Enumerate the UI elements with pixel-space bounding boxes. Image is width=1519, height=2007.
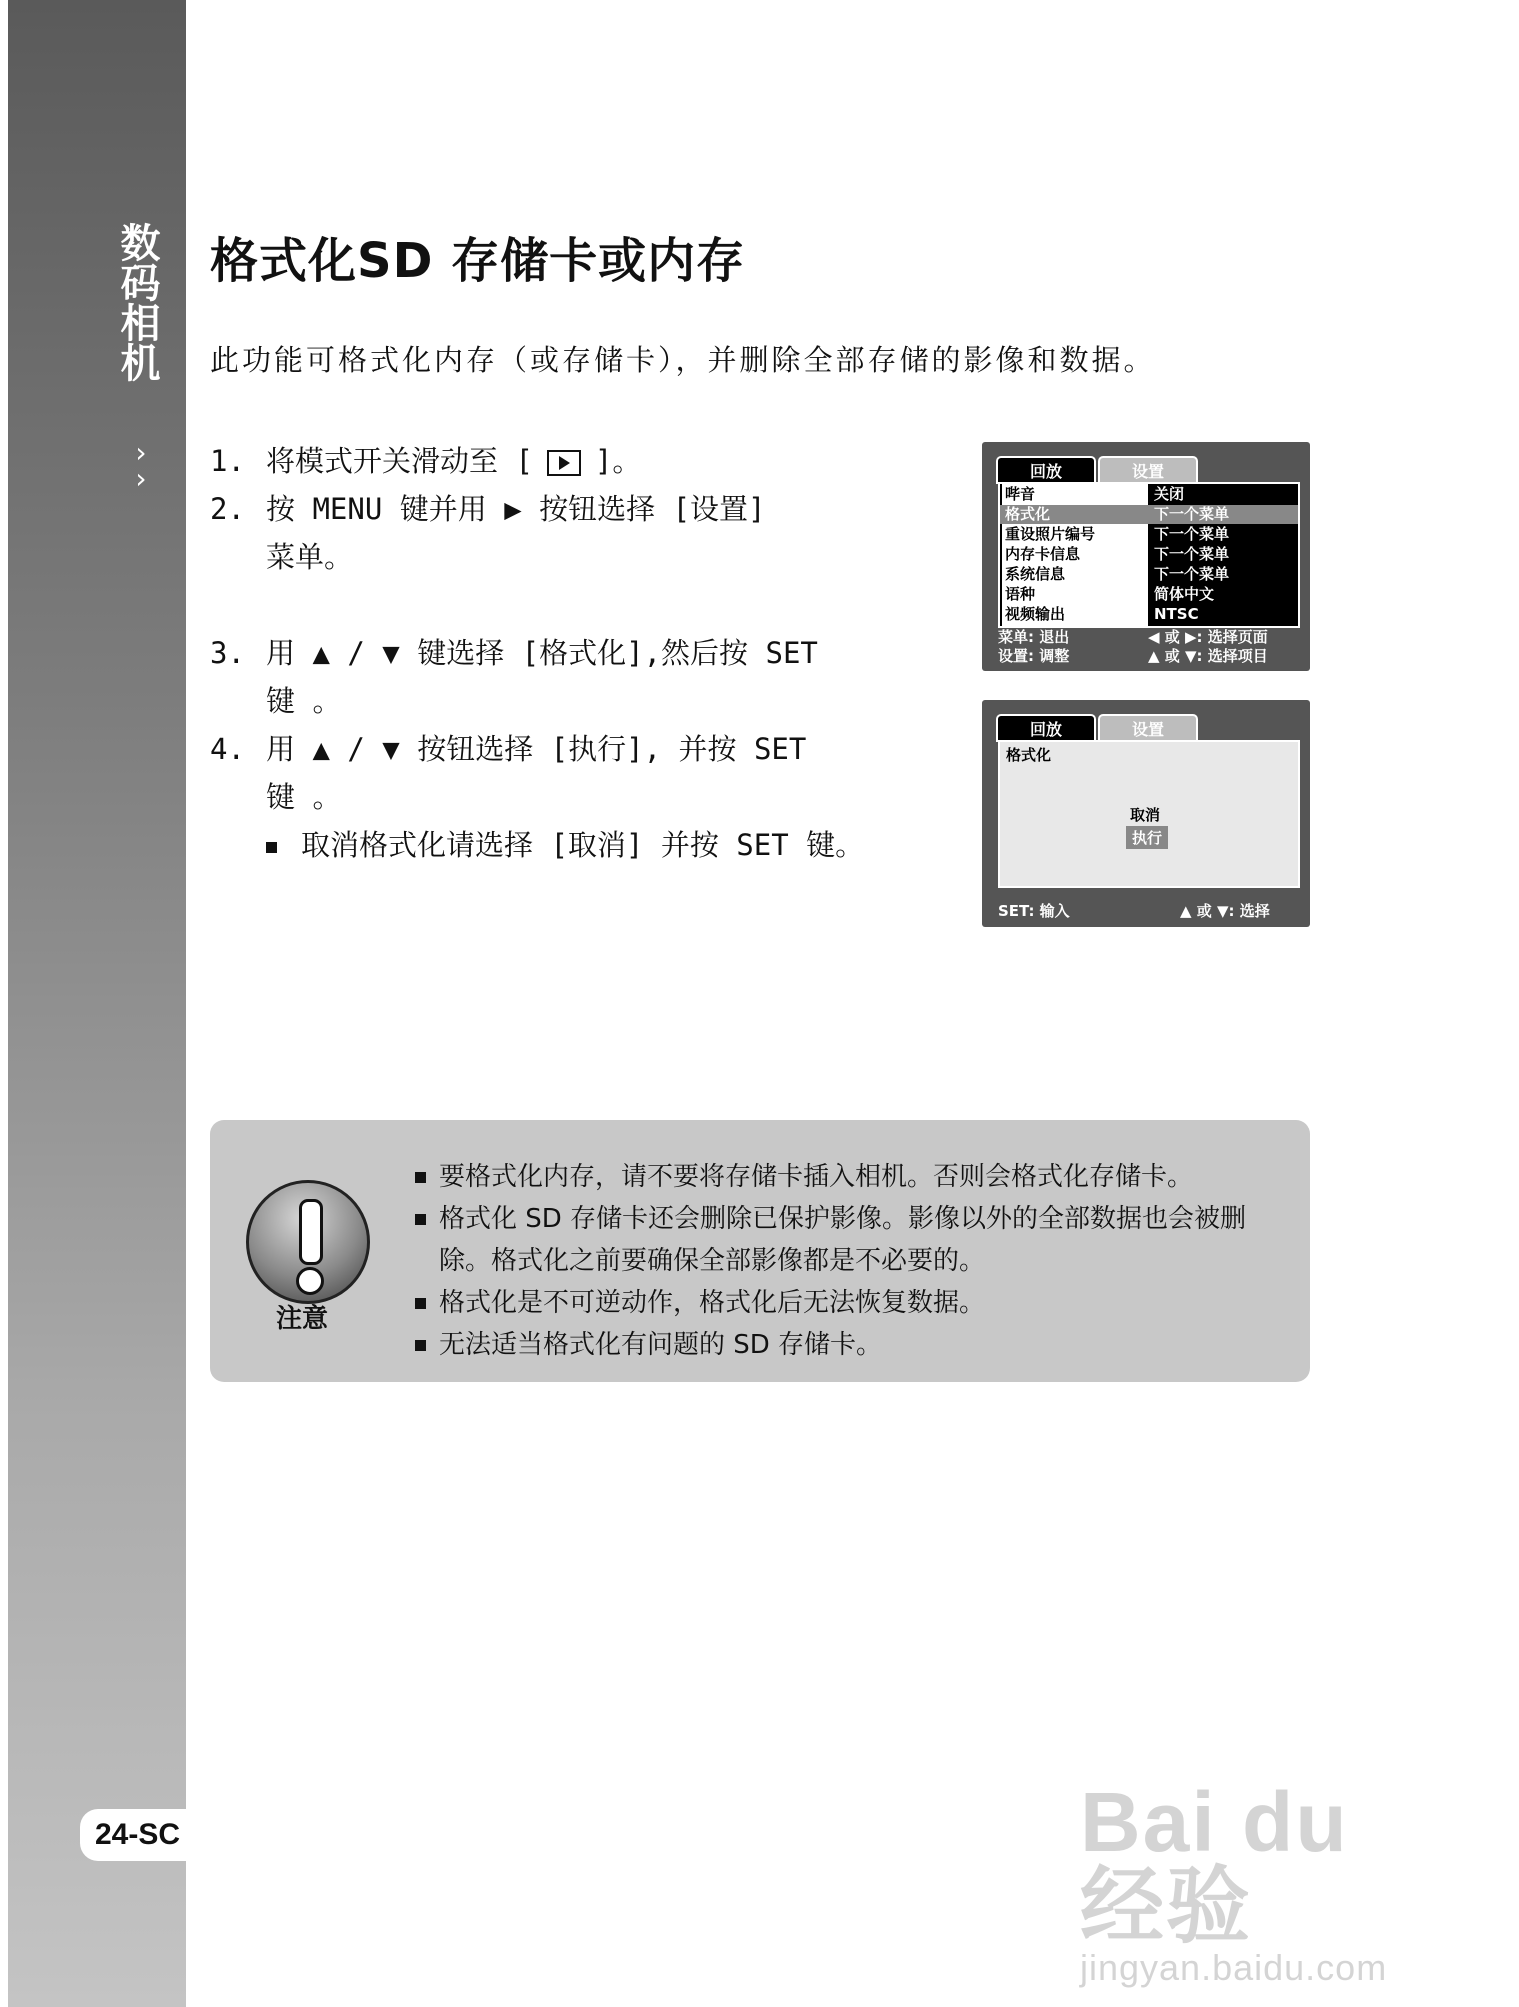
note-item (415, 1324, 1285, 1366)
menu-label: 视频输出 (1005, 605, 1066, 623)
menu-value: 下一个菜单 (1154, 505, 1230, 523)
step-2 (210, 485, 870, 581)
footer-hint: ◀ 或 ▶: 选择页面 (1148, 628, 1268, 646)
step-number: 1. (210, 444, 245, 478)
page-number: 24-SC (80, 1809, 195, 1861)
note-item (415, 1156, 1285, 1198)
menu-row (1000, 485, 1298, 504)
menu-value: 下一个菜单 (1154, 545, 1230, 563)
menu-label: 内存卡信息 (1005, 545, 1081, 563)
step-text-cont: 菜单。 (266, 540, 354, 574)
note-text: 格式化是不可逆动作，格式化后无法恢复数据。 (439, 1288, 986, 1318)
step-text-cont: 键 。 (266, 684, 342, 718)
step-text-cont: 键 。 (266, 780, 342, 814)
menu-row (1000, 545, 1298, 564)
tab-setup: 设置 (1098, 456, 1198, 484)
menu-row (1000, 565, 1298, 584)
menu-value: NTSC (1154, 605, 1199, 623)
step-1 (210, 437, 870, 485)
warning-icon (246, 1180, 370, 1304)
menu-value: 下一个菜单 (1154, 565, 1230, 583)
step-3 (210, 629, 870, 725)
footer-hint: SET: 输入 (998, 902, 1070, 920)
menu-label: 语种 (1005, 585, 1036, 603)
note-item (415, 1282, 1285, 1324)
menu-row (1000, 525, 1298, 544)
camera-format-dialog-screen (982, 700, 1310, 927)
menu-value: 简体中文 (1154, 585, 1215, 603)
footer-hint: ▲ 或 ▼: 选择项目 (1148, 647, 1268, 665)
note-text: 要格式化内存，请不要将存储卡插入相机。否则会格式化存储卡。 (439, 1162, 1194, 1192)
footer-hint: 设置: 调整 (998, 647, 1070, 665)
step-4 (210, 725, 870, 821)
bullet-icon (415, 1340, 426, 1351)
bullet-icon (415, 1298, 426, 1309)
note-label: 注意 (276, 1304, 329, 1334)
watermark-url: jingyan.baidu.com (1080, 1947, 1388, 1988)
step-number: 3. (210, 636, 245, 670)
playback-icon (547, 450, 581, 476)
step-text: 将模式开关滑动至 [ (266, 444, 533, 478)
option-execute-selected: 执行 (1126, 826, 1168, 849)
footer-hint: ▲ 或 ▼: 选择 (1180, 902, 1270, 920)
step-text: ]。 (594, 444, 642, 478)
page-title: 格式化SD 存储卡或内存 (210, 233, 746, 289)
menu-label: 格式化 (1005, 505, 1051, 523)
step-number: 2. (210, 492, 245, 526)
sub-bullet-text: 取消格式化请选择 [取消] 并按 SET 键。 (301, 828, 865, 862)
menu-label: 哔音 (1005, 485, 1036, 503)
step-text: 用 ▲ / ▼ 按钮选择 [执行], 并按 SET (266, 732, 807, 766)
note-box (210, 1120, 1310, 1382)
menu-label: 重设照片编号 (1005, 525, 1096, 543)
section-title: 数码相机 (114, 222, 160, 382)
sidebar (8, 0, 186, 2007)
chevron-right-icon: › › (135, 436, 147, 495)
menu-label: 系统信息 (1005, 565, 1066, 583)
dialog-panel (998, 740, 1300, 888)
menu-panel (998, 482, 1300, 628)
dialog-title: 格式化 (1006, 746, 1052, 764)
menu-value: 下一个菜单 (1154, 525, 1230, 543)
step-text: 按 MENU 键并用 ▶ 按钮选择 [设置] (266, 492, 766, 526)
footer-hint: 菜单: 退出 (998, 628, 1070, 646)
menu-row (1000, 585, 1298, 604)
watermark-brand: Bai du 经验 (1080, 1775, 1349, 1953)
step-list (210, 437, 870, 869)
step-text: 用 ▲ / ▼ 键选择 [格式化],然后按 SET (266, 636, 818, 670)
bullet-icon (415, 1214, 426, 1225)
watermark (1080, 1775, 1440, 1988)
menu-value: 关闭 (1154, 485, 1185, 503)
sub-bullet (210, 821, 870, 869)
note-text: 格式化 SD 存储卡还会删除已保护影像。影像以外的全部数据也会被删除。格式化之前要确保全部影像都是不必要的。 (439, 1204, 1247, 1276)
intro-text: 此功能可格式化内存（或存储卡），并删除全部存储的影像和数据。 (210, 343, 1156, 377)
tab-playback: 回放 (996, 456, 1096, 484)
note-text: 无法适当格式化有问题的 SD 存储卡。 (439, 1330, 883, 1360)
bullet-icon (415, 1172, 426, 1183)
note-list (415, 1156, 1285, 1366)
note-item (415, 1198, 1285, 1282)
bullet-icon (266, 842, 277, 853)
menu-row (1000, 605, 1298, 624)
tab-playback: 回放 (996, 714, 1096, 742)
tab-setup: 设置 (1098, 714, 1198, 742)
menu-row-selected (1000, 505, 1298, 524)
option-cancel: 取消 (1130, 806, 1161, 824)
step-number: 4. (210, 732, 245, 766)
camera-setup-menu-screen (982, 442, 1310, 671)
